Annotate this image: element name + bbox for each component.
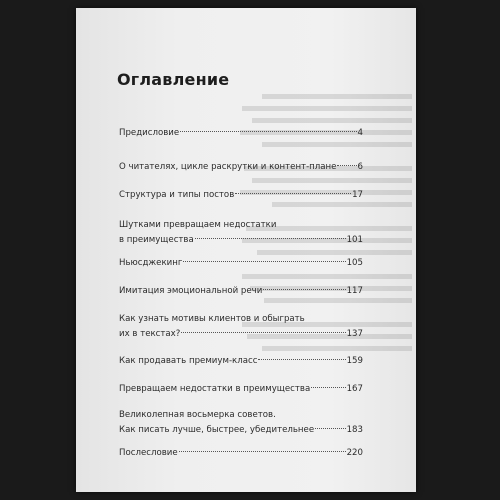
toc-entry-title: Имитация эмоциональной речи (119, 286, 263, 296)
toc-entry-title: Превращаем недостатки в преимущества (119, 384, 311, 394)
toc-entry (119, 408, 363, 438)
toc-entry-title: Структура и типы постов (119, 190, 235, 200)
toc-page-number: 167 (346, 384, 363, 394)
toc-page-number: 137 (346, 329, 363, 339)
toc-page-number: 159 (346, 356, 363, 366)
toc-entry-title: Шутками превращаем недостатки (119, 220, 277, 230)
dot-leader (337, 165, 356, 166)
dot-leader (315, 428, 345, 429)
toc-entry-title: их в текстах? (119, 329, 181, 339)
toc-entry (119, 446, 363, 461)
toc-entry (119, 312, 363, 342)
dot-leader (183, 261, 345, 262)
toc-page-number: 101 (346, 235, 363, 245)
dot-leader (258, 359, 345, 360)
toc-entry (119, 160, 363, 175)
toc-entry (119, 126, 363, 141)
toc-entry (119, 256, 363, 271)
toc-entry-title: Послесловие (119, 448, 178, 458)
toc-entry-title: в преимущества (119, 235, 194, 245)
toc-entry-title: Предисловие (119, 128, 180, 138)
book-page (76, 8, 416, 492)
dot-leader (180, 131, 356, 132)
dot-leader (263, 289, 345, 290)
toc-entry (119, 354, 363, 369)
toc-entry (119, 218, 363, 248)
toc-entry-title: Великолепная восьмерка советов. (119, 410, 276, 420)
toc-page-number: 117 (346, 286, 363, 296)
toc-page-number: 17 (352, 190, 363, 200)
toc-entry-title: Как продавать премиум-класс (119, 356, 258, 366)
toc-page-number: 6 (357, 162, 363, 172)
toc-entry-title: Как узнать мотивы клиентов и обыграть (119, 314, 305, 324)
toc-entry-title: Ньюсджекинг (119, 258, 183, 268)
toc-page-number: 105 (346, 258, 363, 268)
toc-entry (119, 188, 363, 203)
toc-entry (119, 382, 363, 397)
dot-leader (311, 387, 345, 388)
dot-leader (181, 332, 345, 333)
toc-page-number: 220 (346, 448, 363, 458)
dot-leader (235, 193, 351, 194)
dot-leader (195, 238, 346, 239)
toc-title: Оглавление (117, 70, 230, 89)
toc-entry-title: Как писать лучше, быстрее, убедительнее (119, 425, 315, 435)
dot-leader (179, 451, 346, 452)
toc-page-number: 4 (357, 128, 363, 138)
toc-entry (119, 284, 363, 299)
toc-entry-title: О читателях, цикле раскрутки и контент-плане (119, 162, 337, 172)
toc-page-number: 183 (346, 425, 363, 435)
